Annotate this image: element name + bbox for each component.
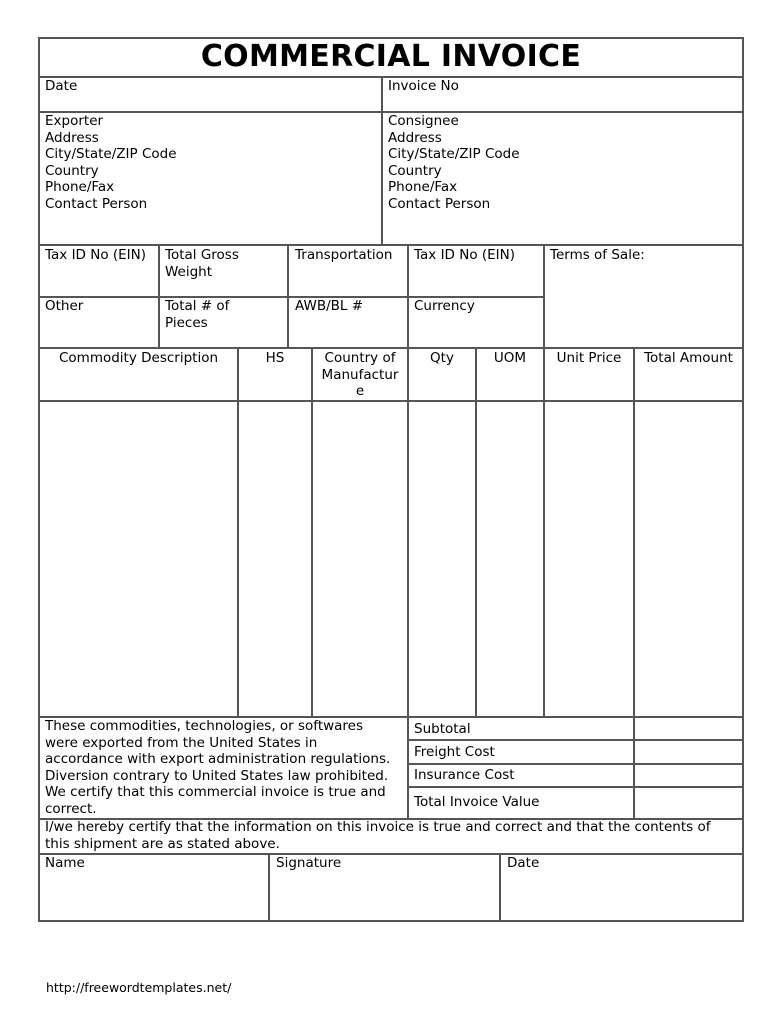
total-gross-weight-label: Total Gross Weight [165,247,239,280]
total-invoice-value-label: Total Invoice Value [414,794,540,810]
signature-label: Signature [276,855,342,871]
other-label: Other [45,298,84,314]
date-field-label: Date [45,78,78,94]
tax-id-exporter-label: Tax ID No (EIN) [45,247,147,263]
subtotal-label: Subtotal [414,721,471,737]
consignee-block: Consignee Address City/State/ZIP Code Country Phone/Fax Contact Person [388,113,520,212]
col-header-total-amount: Total Amount [644,350,733,366]
invoice-no-field-label: Invoice No [388,78,459,94]
col-header-qty: Qty [430,350,454,366]
transportation-label: Transportation [295,247,393,263]
freight-cost-label: Freight Cost [414,744,495,760]
col-header-country: Country of Manufactur e [321,350,399,399]
col-header-hs: HS [265,350,285,366]
footer-url: http://freewordtemplates.net/ [46,980,232,995]
exporter-block: Exporter Address City/State/ZIP Code Country Phone/Fax Contact Person [45,113,177,212]
col-header-commodity: Commodity Description [58,350,219,366]
certification-text: I/we hereby certify that the information on this invoice is true and correct and that the contents of this shipment are as stated above. [45,819,711,852]
page-title: COMMERCIAL INVOICE [200,39,582,74]
signoff-date-label: Date [507,855,540,871]
col-header-unit-price: Unit Price [556,350,622,366]
col-header-uom: UOM [493,350,527,366]
awb-bl-label: AWB/BL # [295,298,364,314]
insurance-cost-label: Insurance Cost [414,767,515,783]
export-statement: These commodities, technologies, or softwares were exported from the United States in accordance with export administration regulations. Diversion contrary to United States law prohibited. We certify that this commercial invoice is true and correct. [45,718,391,817]
total-pieces-label: Total # of Pieces [165,298,230,331]
currency-label: Currency [414,298,475,314]
name-label: Name [45,855,85,871]
terms-of-sale-label: Terms of Sale: [550,247,645,263]
tax-id-consignee-label: Tax ID No (EIN) [414,247,516,263]
items-entry-area[interactable] [40,402,742,716]
